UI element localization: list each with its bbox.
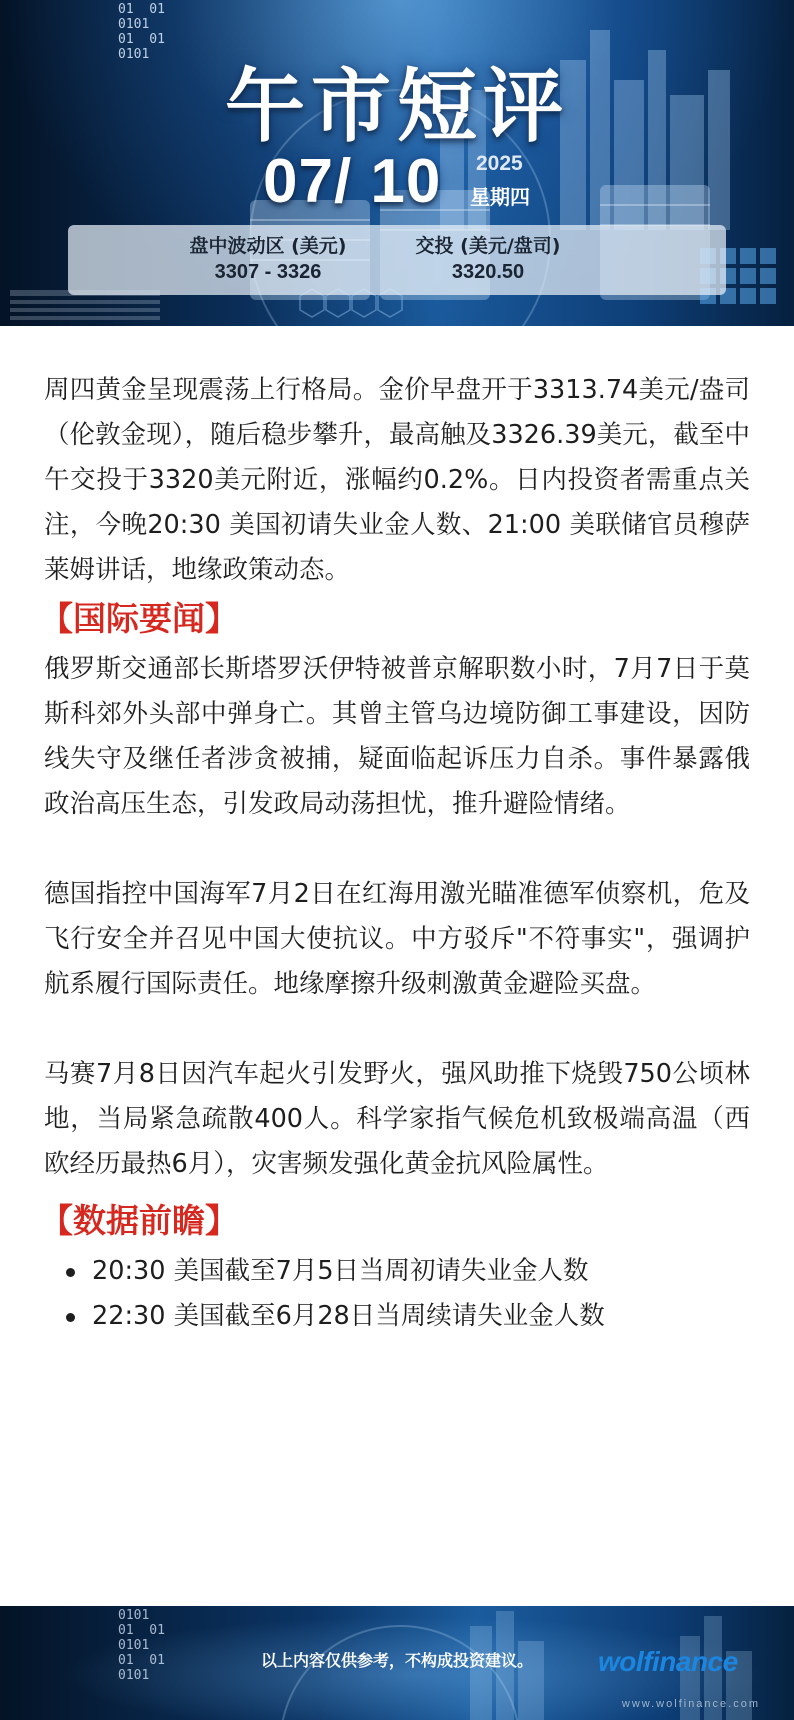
intraday-range-value: 3307 - 3326: [214, 261, 322, 283]
website-url: www.wolfinance.com: [621, 1698, 760, 1710]
weekday-label: 星期四: [470, 185, 530, 209]
disclaimer-text: 以上内容仅供参考，不构成投资建议。: [260, 1651, 533, 1670]
list-item: [44, 1294, 750, 1339]
trading-price-label: 交投 (美元/盘司): [415, 235, 561, 257]
footer-banner: [0, 1606, 794, 1720]
article-body: [40, 368, 750, 1339]
price-info-box: [68, 225, 726, 295]
news-section-title: 【国际要闻】: [40, 599, 238, 638]
intro-paragraph: 周四黄金呈现震荡上行格局。金价早盘开于3313.74美元/盎司（伦敦金现），随后稳步攀升，最高触及3326.39美元，截至中午交投于3320美元附近，涨幅约0.2%。日内投资者需重点关注，今晚20:30 美国初请失业金人数、21:00 美联储官员穆萨莱姆讲话，地缘政策动态。: [44, 375, 750, 585]
intraday-range: [168, 233, 368, 285]
list-item-text: 22:30 美国截至6月28日当周续请失业金人数: [92, 1301, 605, 1331]
intraday-range-label: 盘中波动区 (美元): [189, 235, 347, 257]
year-label: 2025: [476, 152, 523, 175]
page-title: 午市短评: [225, 60, 569, 153]
news-paragraph: 俄罗斯交通部长斯塔罗沃伊特被普京解职数小时，7月7日于莫斯科郊外头部中弹身亡。其曾主管乌边境防御工事建设，因防线失守及继任者涉贪被捕，疑面临起诉压力自杀。事件暴露俄政治高压生态，引发政局动荡担忧，推升避险情绪。: [44, 654, 750, 819]
bullet-icon: [66, 1268, 75, 1277]
trading-price: [388, 233, 588, 285]
list-item-text: 20:30 美国截至7月5日当周初请失业金人数: [92, 1256, 589, 1286]
brand-logo: wolfinance: [598, 1646, 738, 1677]
data-section-title: 【数据前瞻】: [40, 1201, 238, 1240]
header-binary-decoration: 01 01 0101 01 01 0101: [118, 2, 165, 62]
paragraph-spacer: [44, 1007, 750, 1052]
data-preview-list: [44, 1249, 750, 1339]
trading-price-value: 3320.50: [451, 261, 525, 283]
list-item: [44, 1249, 750, 1294]
news-paragraph: 马赛7月8日因汽车起火引发野火，强风助推下烧毁750公顷林地，当局紧急疏散400人。科学家指气候危机致极端高温（西欧经历最热6月），灾害频发强化黄金抗风险属性。: [44, 1059, 750, 1179]
date-label: 07/ 10: [263, 147, 442, 216]
footer-binary-decoration: 0101 01 01 0101 01 01 0101: [118, 1608, 165, 1683]
news-paragraph: 德国指控中国海军7月2日在红海用激光瞄准德军侦察机，危及飞行安全并召见中国大使抗议。中方驳斥"不符事实"，强调护航系履行国际责任。地缘摩擦升级刺激黄金避险买盘。: [44, 879, 750, 999]
bullet-icon: [66, 1313, 75, 1322]
paragraph-spacer: [44, 827, 750, 872]
header-banner: [0, 0, 794, 326]
